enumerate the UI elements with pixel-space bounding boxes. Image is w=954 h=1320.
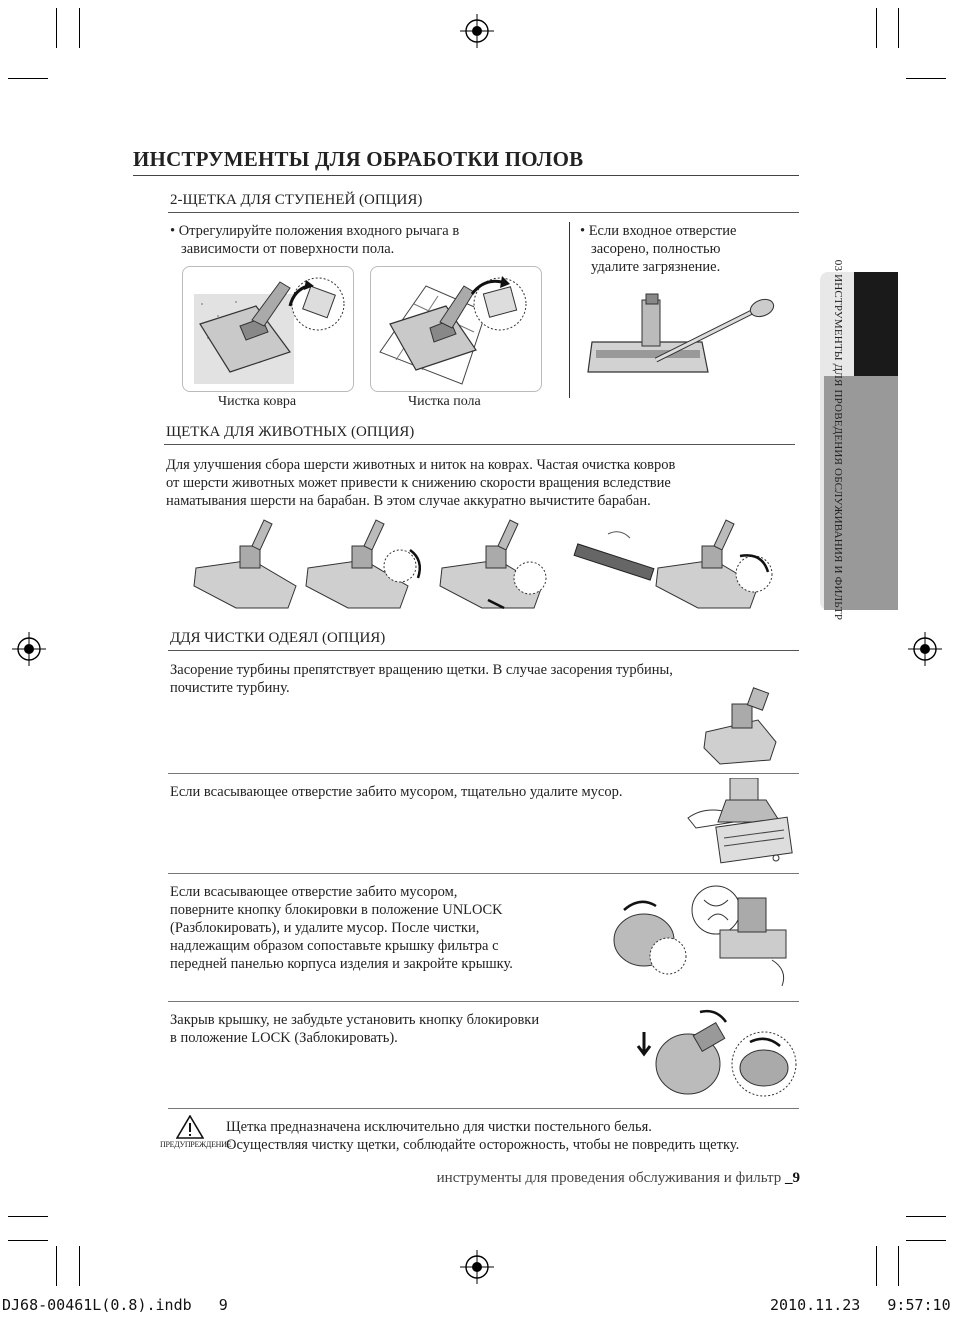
page-footer (370, 1170, 800, 1187)
carpet-brush-illustration (190, 272, 350, 387)
section-heading-blanket: ДДЯ ЧИСТКИ ОДЕЯЛ (ОПЦИЯ) (170, 630, 386, 646)
crop-mark (8, 78, 48, 79)
stairs-right-line: удалите загрязнение. (591, 259, 721, 275)
crop-mark (876, 8, 877, 48)
blanket-step-3-line: Если всасывающее отверстие забито мусором, (170, 884, 458, 900)
column-divider (569, 222, 570, 398)
registration-mark-icon (460, 1250, 494, 1284)
blanket-step-2: Если всасывающее отверстие забито мусором, тщательно удалите мусор. (170, 784, 623, 800)
brush-cleaning-illustration (586, 290, 786, 382)
stairs-right-instruction (580, 222, 790, 276)
step-divider (168, 873, 799, 874)
blanket-step-1-line: Засорение турбины препятствует вращению щетки. В случае засорения турбины, (170, 662, 673, 678)
pet-description (166, 456, 796, 510)
crop-mark (79, 1246, 80, 1286)
print-timestamp: 2010.11.23 9:57:10 (770, 1296, 951, 1314)
section-rule (168, 650, 799, 651)
lock-illustration (636, 1008, 798, 1102)
floor-brush-illustration (376, 272, 536, 387)
crop-mark (876, 1246, 877, 1286)
stairs-right-line: • Если входное отверстие (580, 223, 737, 239)
registration-mark-icon (460, 14, 494, 48)
warning-triangle-icon (176, 1115, 204, 1139)
crop-mark (906, 78, 946, 79)
blanket-step-4 (170, 1011, 630, 1047)
debris-removal-illustration (684, 778, 794, 866)
crop-mark (56, 1246, 57, 1286)
crop-mark (906, 1240, 946, 1241)
pet-description-line: от шерсти животных может привести к снижению скорости вращения вследствие (166, 475, 671, 491)
section-rule (164, 444, 795, 445)
side-tab-dark-block (854, 272, 898, 376)
section-heading-stairs: 2-ЩЕТКА ДЛЯ СТУПЕНЕЙ (ОПЦИЯ) (170, 192, 423, 208)
caption-floor: Чистка пола (408, 394, 481, 409)
crop-mark (898, 8, 899, 48)
stairs-right-line: засорено, полностью (591, 241, 721, 257)
caption-carpet: Чистка ковра (218, 394, 297, 409)
side-tab-label: 03 ИНСТРУМЕНТЫ ДЛЯ ПРОВЕДЕНИЯ ОБСЛУЖИВАНИЯ И ФИЛЬТР (832, 259, 844, 621)
blanket-step-1 (170, 661, 790, 697)
warning-text-line: Щетка предназначена исключительно для чистки постельного белья. (226, 1119, 652, 1135)
crop-mark (79, 8, 80, 48)
stairs-instruction-line: • Отрегулируйте положения входного рычага в (170, 223, 460, 239)
warning-label: ПРЕДУПРЕЖДЕНИЕ (160, 1140, 232, 1149)
blanket-step-1-line: почистите турбину. (170, 680, 290, 696)
page-number: _9 (785, 1170, 800, 1186)
pet-brush-steps-illustration (192, 516, 782, 612)
crop-mark (898, 1246, 899, 1286)
step-divider (168, 1108, 799, 1109)
blanket-step-3-line: (Разблокировать), и удалите мусор. После чистки, (170, 920, 480, 936)
pet-description-line: наматывания шерсти на барабан. В этом случае аккуратно вычистите барабан. (166, 493, 651, 509)
step-divider (168, 773, 799, 774)
warning-text (226, 1118, 806, 1154)
crop-mark (8, 1216, 48, 1217)
registration-mark-icon (12, 632, 46, 666)
warning-text-line: Осуществляя чистку щетки, соблюдайте осторожность, чтобы не повредить щетку. (226, 1137, 740, 1153)
section-rule (168, 212, 799, 213)
stairs-instruction-line: зависимости от поверхности пола. (181, 241, 395, 257)
stairs-instruction (170, 222, 560, 258)
pet-description-line: Для улучшения сбора шерсти животных и ниток на коврах. Частая очистка ковров (166, 457, 676, 473)
step-divider (168, 1001, 799, 1002)
blanket-step-4-line: в положение LOCK (Заблокировать). (170, 1030, 398, 1046)
page-title: ИНСТРУМЕНТЫ ДЛЯ ОБРАБОТКИ ПОЛОВ (133, 147, 584, 171)
turbine-brush-illustration (700, 686, 780, 768)
crop-mark (8, 1240, 48, 1241)
blanket-step-3-line: поверните кнопку блокировки в положение UNLOCK (170, 902, 503, 918)
blanket-step-3-line: надлежащим образом сопоставьте крышку фильтра с (170, 938, 499, 954)
section-heading-pet: ЩЕТКА ДЛЯ ЖИВОТНЫХ (ОПЦИЯ) (166, 424, 415, 440)
blanket-step-4-line: Закрыв крышку, не забудьте установить кнопку блокировки (170, 1012, 540, 1028)
print-file-name: DJ68-00461L(0.8).indb 9 (2, 1296, 228, 1314)
title-rule (133, 175, 799, 176)
blanket-step-3-line: передней панелью корпуса изделия и закройте крышку. (170, 956, 513, 972)
unlock-illustration (604, 880, 800, 992)
crop-mark (906, 1216, 946, 1217)
crop-mark (56, 8, 57, 48)
blanket-step-3 (170, 883, 590, 973)
registration-mark-icon (908, 632, 942, 666)
footer-text: инструменты для проведения обслуживания и фильтр (436, 1170, 782, 1186)
